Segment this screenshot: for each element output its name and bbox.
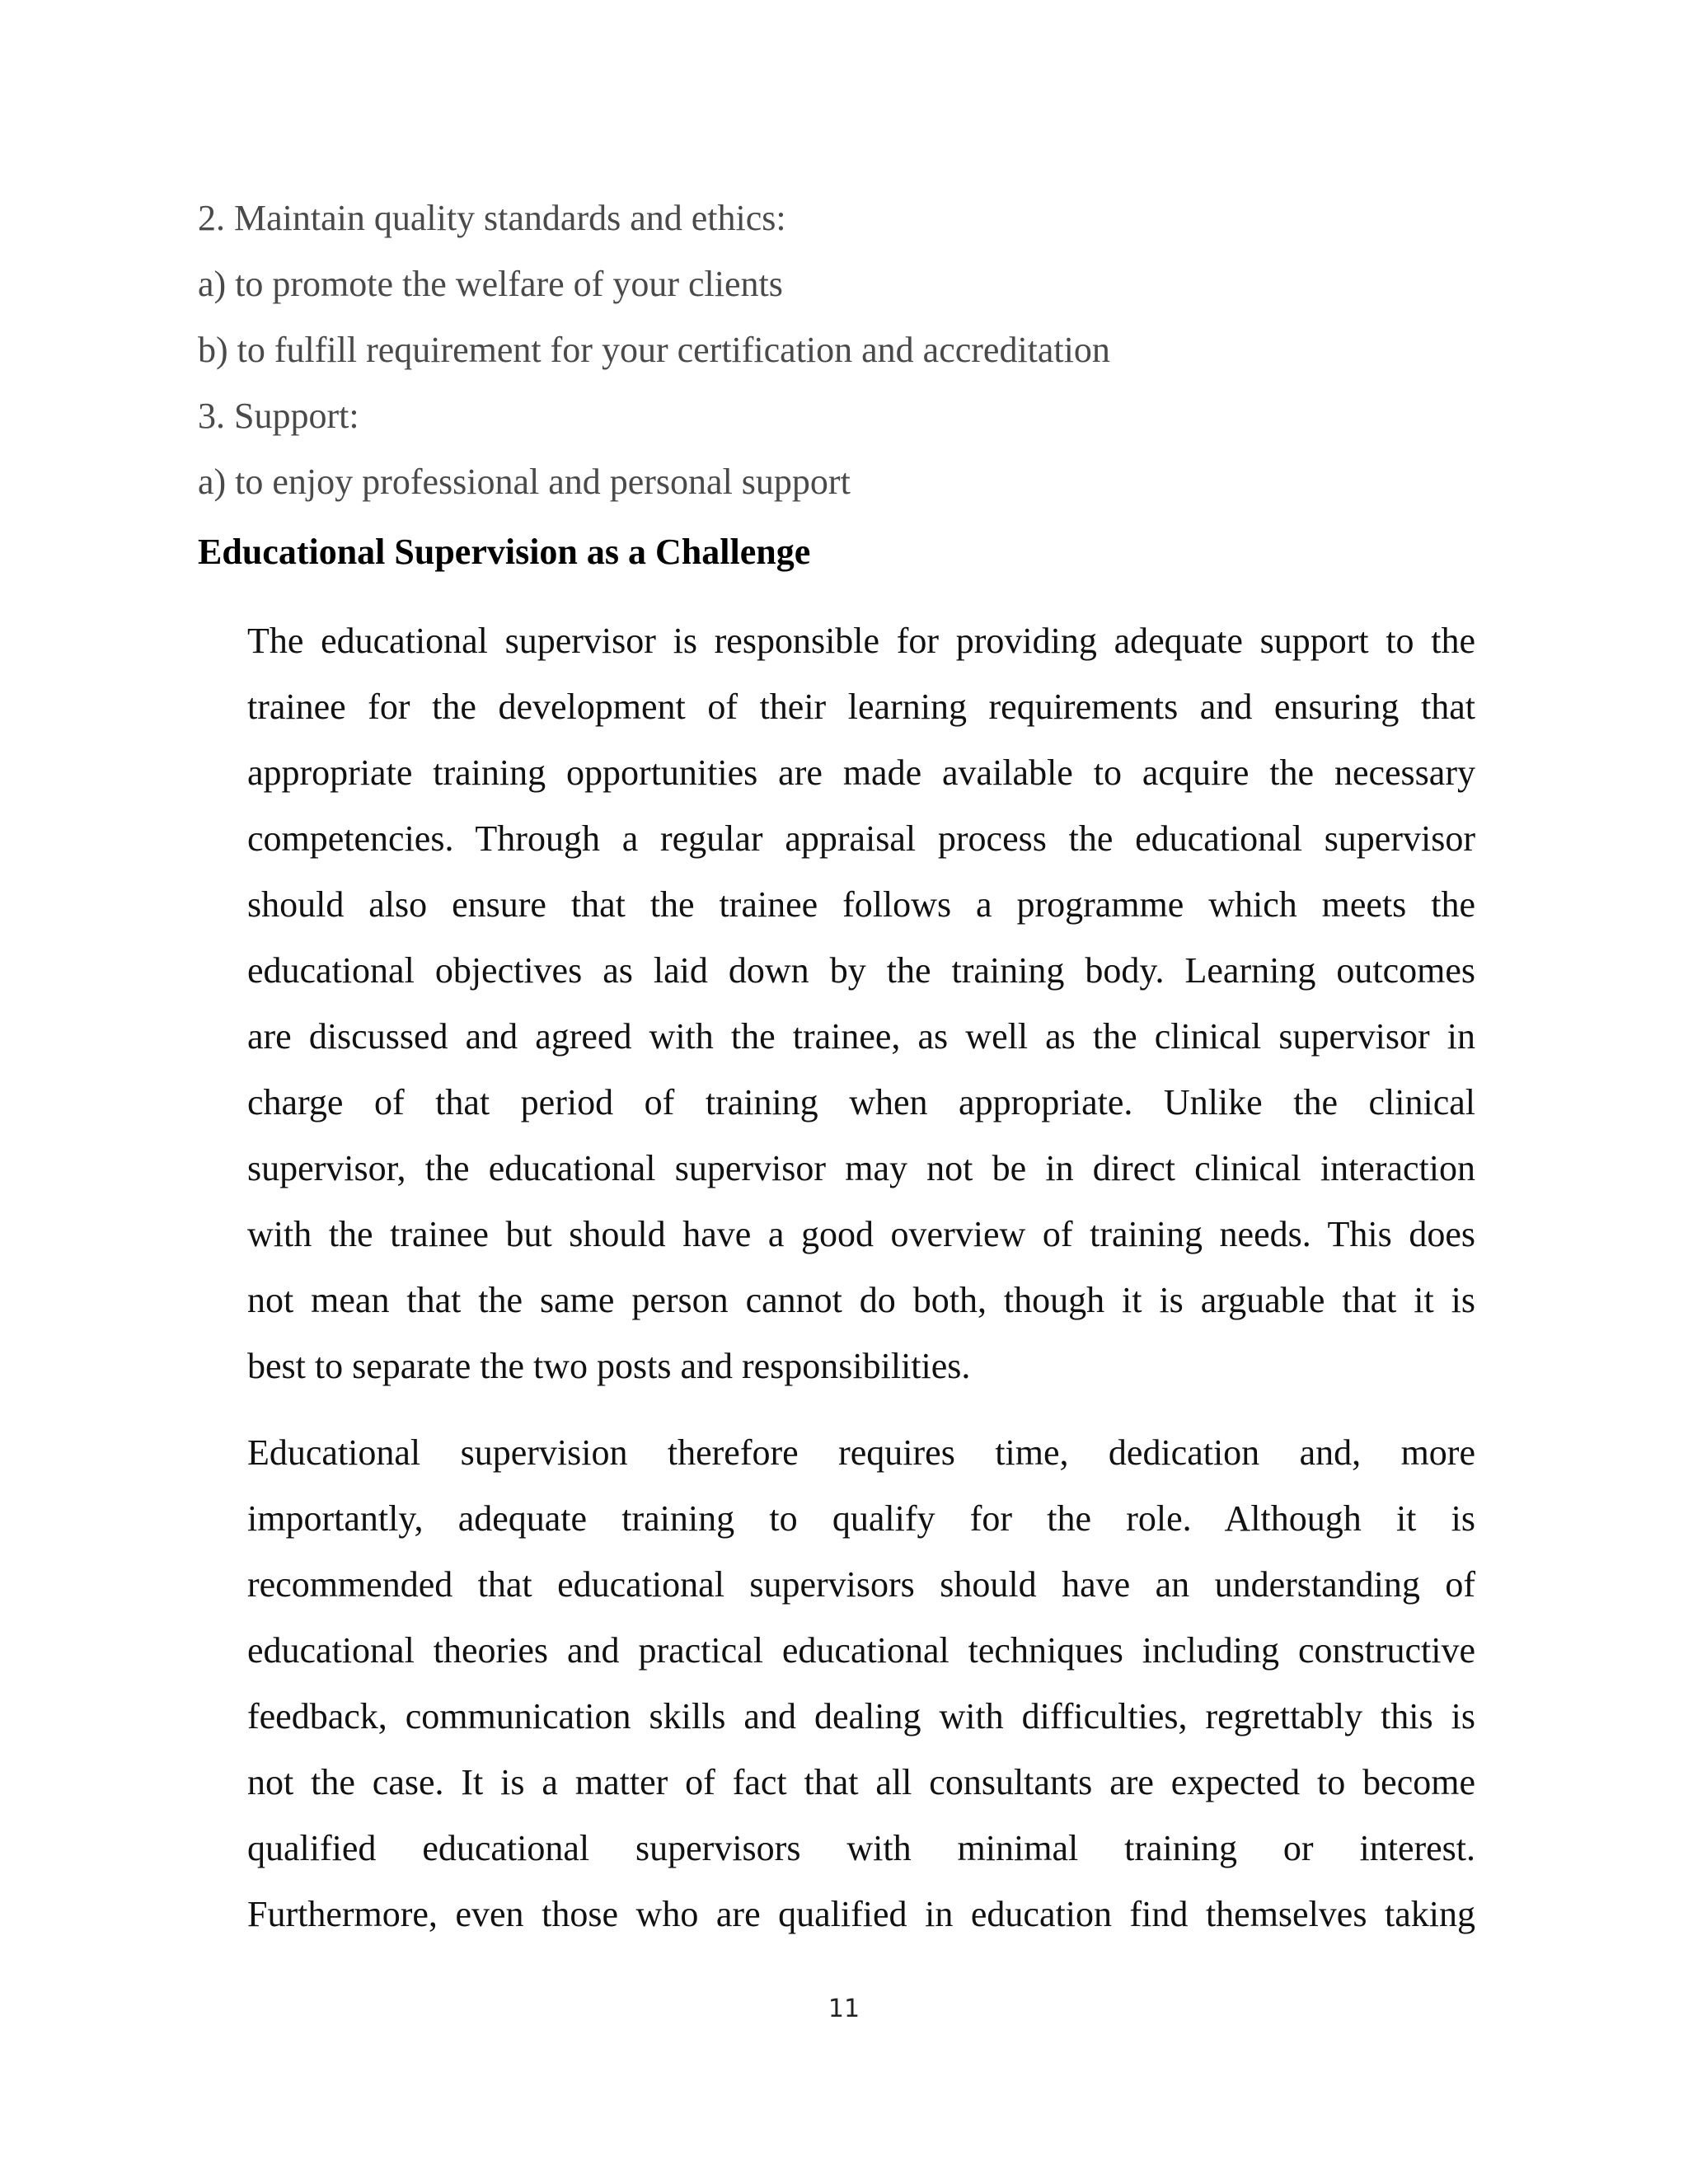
paragraph-line: with the trainee but should have a good overview of training needs. This does bbox=[247, 1214, 1475, 1254]
paragraph-line: Educational supervision therefore requires time, dedication and, more bbox=[247, 1432, 1475, 1473]
list-item-fulfill-requirement: b) to fulfill requirement for your certification and accreditation bbox=[198, 330, 1110, 370]
page-number: 11 bbox=[828, 1994, 860, 2023]
paragraph-line: are discussed and agreed with the trainee, as well as the clinical supervisor in bbox=[247, 1016, 1475, 1057]
paragraph-line: best to separate the two posts and responsibilities. bbox=[247, 1346, 971, 1386]
paragraph-line: feedback, communication skills and dealing with difficulties, regrettably this is bbox=[247, 1696, 1475, 1736]
paragraph-line: educational theories and practical educational techniques including constructive bbox=[247, 1630, 1475, 1671]
paragraph-line: not the case. It is a matter of fact that all consultants are expected to become bbox=[247, 1762, 1475, 1802]
paragraph-line: trainee for the development of their learning requirements and ensuring that bbox=[247, 687, 1475, 727]
paragraph-line: qualified educational supervisors with minimal training or interest. bbox=[247, 1828, 1475, 1868]
paragraph-line: appropriate training opportunities are made available to acquire the necessary bbox=[247, 752, 1475, 793]
paragraph-line: should also ensure that the trainee follows a programme which meets the bbox=[247, 884, 1475, 925]
list-item-support: 3. Support: bbox=[198, 396, 359, 436]
paragraph-line: not mean that the same person cannot do both, though it is arguable that it is bbox=[247, 1280, 1475, 1320]
list-item-maintain-quality: 2. Maintain quality standards and ethics: bbox=[198, 198, 786, 238]
list-item-promote-welfare: a) to promote the welfare of your clients bbox=[198, 264, 783, 304]
paragraph-line: Furthermore, even those who are qualified in education find themselves taking bbox=[247, 1894, 1475, 1934]
list-item-enjoy-support: a) to enjoy professional and personal support bbox=[198, 462, 851, 502]
paragraph-line: charge of that period of training when appropriate. Unlike the clinical bbox=[247, 1082, 1475, 1122]
paragraph-line: educational objectives as laid down by the training body. Learning outcomes bbox=[247, 950, 1475, 991]
section-heading: Educational Supervision as a Challenge bbox=[198, 532, 811, 572]
paragraph-line: The educational supervisor is responsible for providing adequate support to the bbox=[247, 621, 1475, 661]
paragraph-line: importantly, adequate training to qualify for the role. Although it is bbox=[247, 1498, 1475, 1539]
paragraph-1 bbox=[247, 608, 1475, 1399]
paragraph-line: supervisor, the educational supervisor may not be in direct clinical interaction bbox=[247, 1148, 1475, 1188]
paragraph-line: recommended that educational supervisors should have an understanding of bbox=[247, 1564, 1475, 1605]
paragraph-2 bbox=[247, 1420, 1475, 1947]
paragraph-line: competencies. Through a regular appraisal process the educational supervisor bbox=[247, 818, 1475, 859]
